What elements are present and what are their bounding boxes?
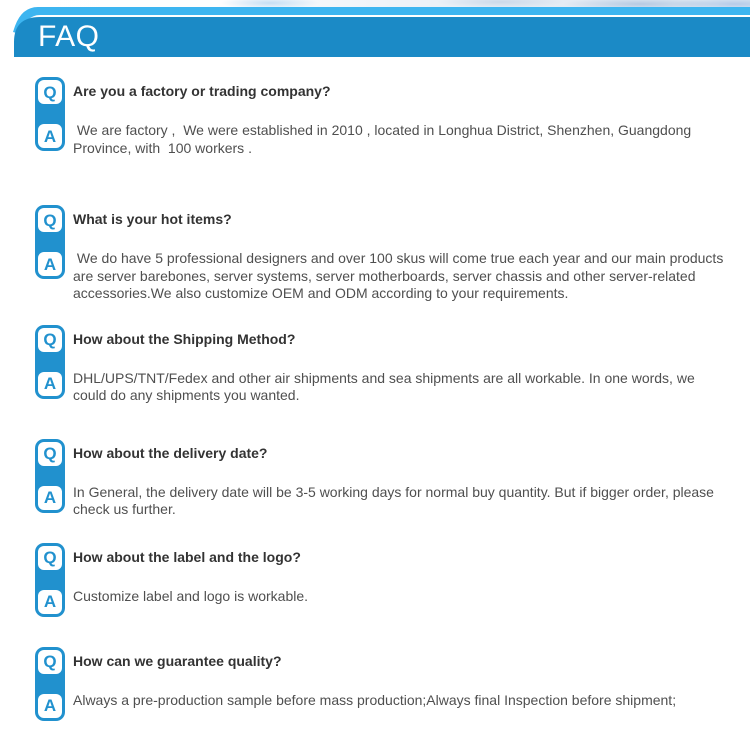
answer-text: In General, the delivery date will be 3-5 working days for normal buy quantity. But if bigger order, please check us further.	[73, 483, 718, 517]
question-text: Are you a factory or trading company?	[73, 83, 331, 99]
q-badge-icon: Q	[38, 650, 62, 674]
qa-content	[73, 647, 750, 710]
qa-icon	[35, 647, 65, 721]
faq-item	[35, 325, 750, 405]
faq-item	[35, 205, 750, 303]
question-text: How about the label and the logo?	[73, 548, 301, 565]
a-badge-icon: A	[38, 372, 62, 396]
question-text: How about the delivery date?	[73, 444, 268, 461]
faq-item	[35, 543, 750, 617]
question-text: How can we guarantee quality?	[73, 652, 282, 669]
faq-item	[35, 647, 750, 721]
qa-icon	[35, 439, 65, 513]
a-badge-icon: A	[38, 124, 62, 148]
faq-item	[35, 439, 750, 519]
qa-icon	[35, 543, 65, 617]
answer-text: We are factory , We were established in 2010 , located in Longhua District, Shenzhen, Guangdong Province, with 100 workers .	[73, 122, 696, 156]
q-badge-icon: Q	[38, 328, 62, 352]
banner-blue-bar	[14, 17, 750, 57]
qa-content	[73, 439, 750, 519]
a-badge-icon: A	[38, 252, 62, 276]
qa-icon	[35, 77, 65, 151]
faq-list	[0, 57, 750, 721]
qa-icon	[35, 205, 65, 279]
q-badge-icon: Q	[38, 442, 62, 466]
qa-content	[73, 325, 750, 405]
q-badge-icon: Q	[38, 208, 62, 232]
answer-text: Always a pre-production sample before mass production;Always final Inspection before shipment;	[73, 691, 677, 708]
answer-text: We do have 5 professional designers and over 100 skus will come true each year and our main products are server barebones, server systems, server motherboards, server chassis and other server-related accessories.We also customize OEM and ODM according to your requirements.	[73, 250, 728, 301]
question-text: What is your hot items?	[73, 211, 232, 227]
q-badge-icon: Q	[38, 80, 62, 104]
answer-text: Customize label and logo is workable.	[73, 587, 309, 604]
q-badge-icon: Q	[38, 546, 62, 570]
faq-header	[0, 0, 750, 57]
a-badge-icon: A	[38, 590, 62, 614]
qa-icon	[35, 325, 65, 399]
qa-content	[73, 543, 750, 606]
answer-text: DHL/UPS/TNT/Fedex and other air shipments and sea shipments are all workable. In one words, we could do any shipments you wanted.	[73, 369, 699, 403]
a-badge-icon: A	[38, 694, 62, 718]
page-title: FAQ	[38, 20, 100, 53]
question-text: How about the Shipping Method?	[73, 330, 296, 347]
qa-content	[73, 205, 750, 303]
banner-swoosh-shape	[0, 0, 750, 57]
a-badge-icon: A	[38, 486, 62, 510]
faq-item	[35, 77, 750, 157]
qa-content	[73, 77, 750, 157]
